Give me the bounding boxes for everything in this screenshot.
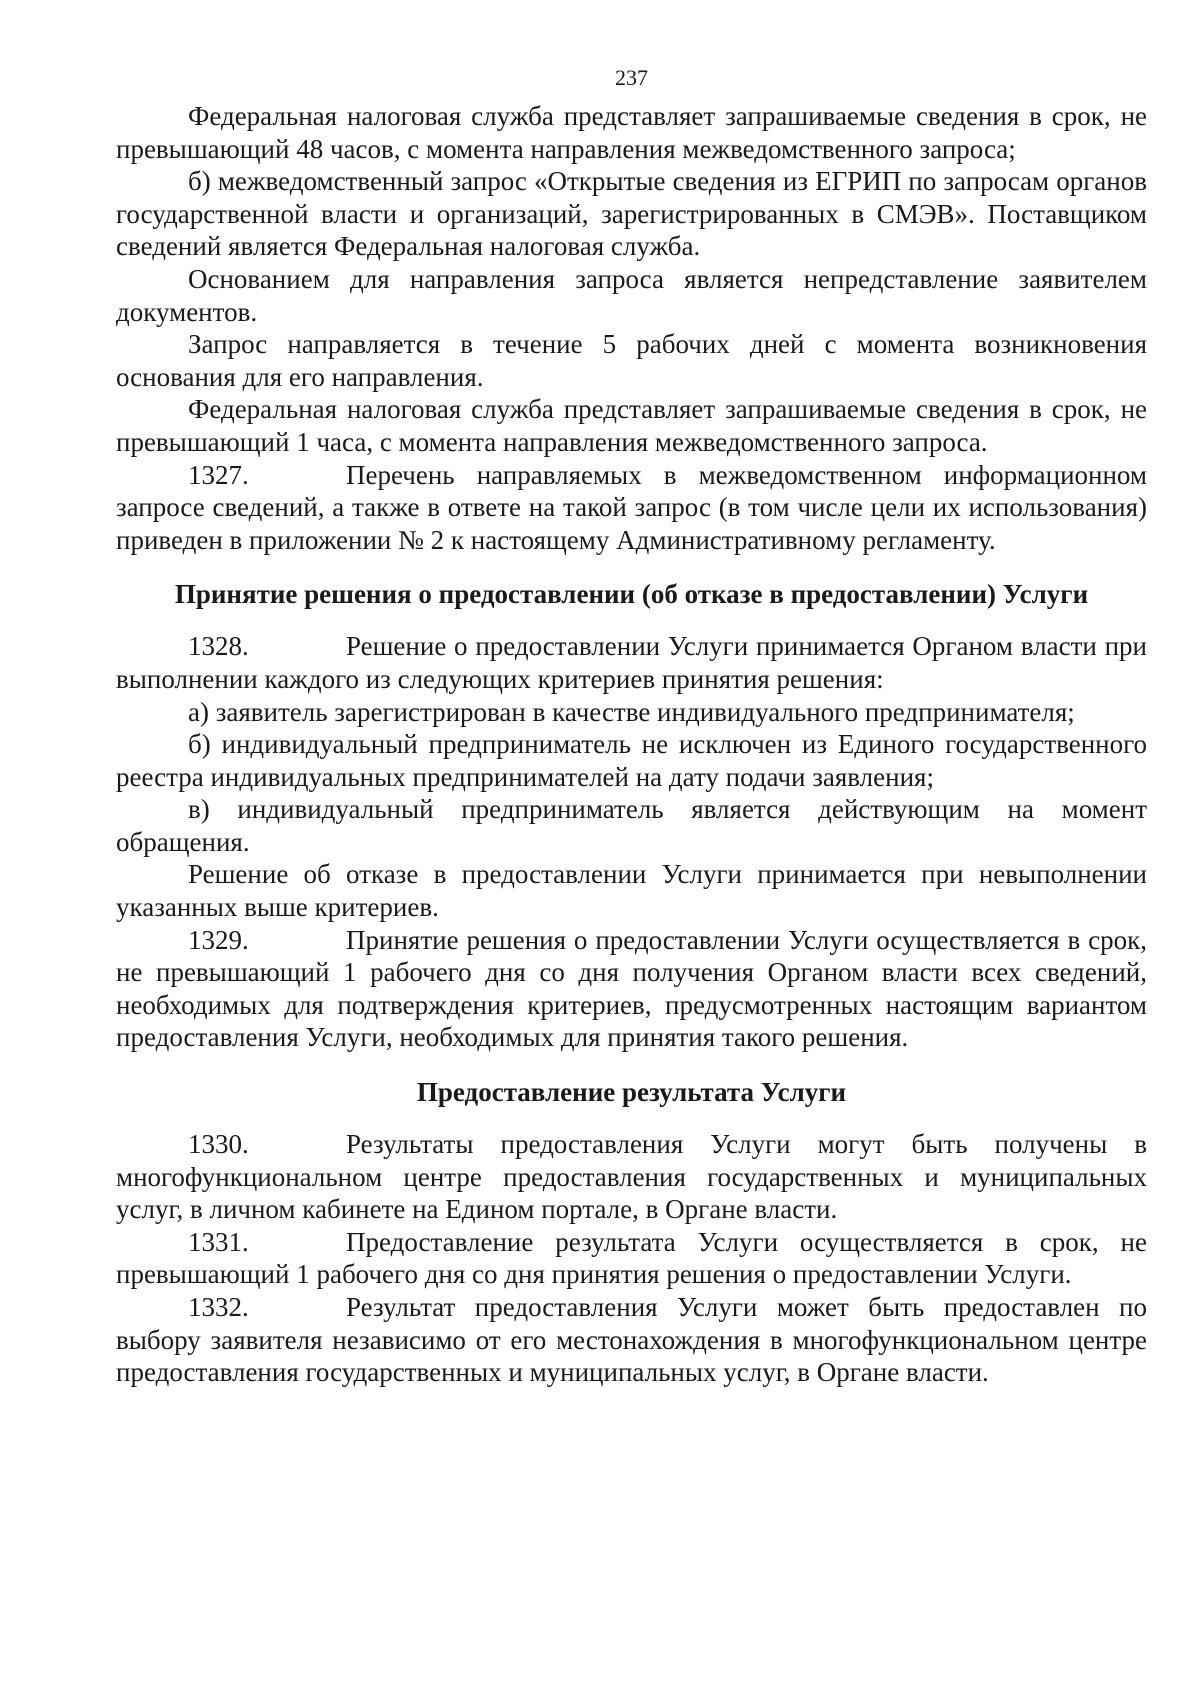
clause-number-1329: 1329. — [188, 924, 249, 955]
clause-text-1328: Решение о предоставлении Услуги принимается Органом власти при выполнении каждого из следующих критериев принятия решения: — [116, 631, 1147, 694]
paragraph-request-basis: Основанием для направления запроса является непредставление заявителем документов. — [116, 263, 1147, 327]
clause-text-1330: Результаты предоставления Услуги могут быть получены в многофункциональном центре предоставления государственных и муниципальных услуг, в личном кабинете на Едином портале, в Органе власти. — [116, 1129, 1147, 1225]
paragraph-fns-1-hour: Федеральная налоговая служба представляет запрашиваемые сведения в срок, не превышающий 1 часа, с момента направления межведомственного запроса. — [116, 394, 1147, 457]
clause-text-1329: Принятие решения о предоставлении Услуги осуществляется в срок, не превышающий 1 рабочего дня со дня получения Органом власти всех сведений, необходимых для подтверждения критериев, предусмотренных настоящим вариантом предоставления Услуги, необходимых для принятия такого решения. — [116, 924, 1147, 1053]
clause-text-1327: Перечень направляемых в межведомственном информационном запросе сведений, а также в ответе на такой запрос (в том числе цели их использования) приведен в приложении № 2 к настоящему Административному регламенту. — [116, 459, 1147, 555]
document-page — [116, 64, 1147, 1389]
clause-number-1331: 1331. — [188, 1226, 249, 1257]
paragraph-1327 — [116, 459, 1147, 557]
paragraph-1328 — [116, 630, 1147, 695]
paragraph-1331 — [116, 1226, 1147, 1291]
page-number: 237 — [615, 65, 648, 90]
clause-number-1328: 1328. — [188, 631, 249, 662]
paragraph-refusal: Решение об отказе в предоставлении Услуги принимается при невыполнении указанных выше критериев. — [116, 859, 1147, 923]
clause-number-1332: 1332. — [188, 1292, 249, 1322]
paragraph-1330 — [116, 1128, 1147, 1226]
clause-text-1332: Результат предоставления Услуги может быть предоставлен по выбору заявителя независимо от его местонахождения в многофункциональном центре предоставления государственных и муниципальных услуг, в Органе власти. — [116, 1292, 1147, 1388]
paragraph-fns-48-hours: Федеральная налоговая служба представляет запрашиваемые сведения в срок, не превышающий 48 часов, с момента направления межведомственного запроса; — [116, 101, 1147, 164]
criterion-a: а) заявитель зарегистрирован в качестве индивидуального предпринимателя; — [188, 696, 1075, 727]
section-heading-result: Предоставление результата Услуги — [416, 1077, 847, 1108]
clause-number-1330: 1330. — [188, 1129, 249, 1160]
paragraph-request-timing: Запрос направляется в течение 5 рабочих дней с момента возникновения основания для его направления. — [116, 329, 1147, 392]
section-heading-decision: Принятие решения о предоставлении (об отказе в предоставлении) Услуги — [174, 579, 1089, 610]
paragraph-1332 — [116, 1291, 1147, 1389]
criterion-b: б) индивидуальный предприниматель не исключен из Единого государственного реестра индивидуальных предпринимателей на дату подачи заявления; — [116, 729, 1147, 792]
paragraph-request-egrip: б) межведомственный запрос «Открытые сведения из ЕГРИП по запросам органов государственной власти и организаций, зарегистрированных в СМЭВ». Поставщиком сведений является Федеральная налоговая служба. — [116, 166, 1147, 262]
paragraph-1329 — [116, 924, 1147, 1054]
clause-text-1331: Предоставление результата Услуги осуществляется в срок, не превышающий 1 рабочего дня со дня принятия решения о предоставлении Услуги. — [116, 1226, 1147, 1290]
clause-number-1327: 1327. — [188, 459, 249, 490]
criterion-c: в) индивидуальный предприниматель является действующим на момент обращения. — [116, 794, 1147, 857]
